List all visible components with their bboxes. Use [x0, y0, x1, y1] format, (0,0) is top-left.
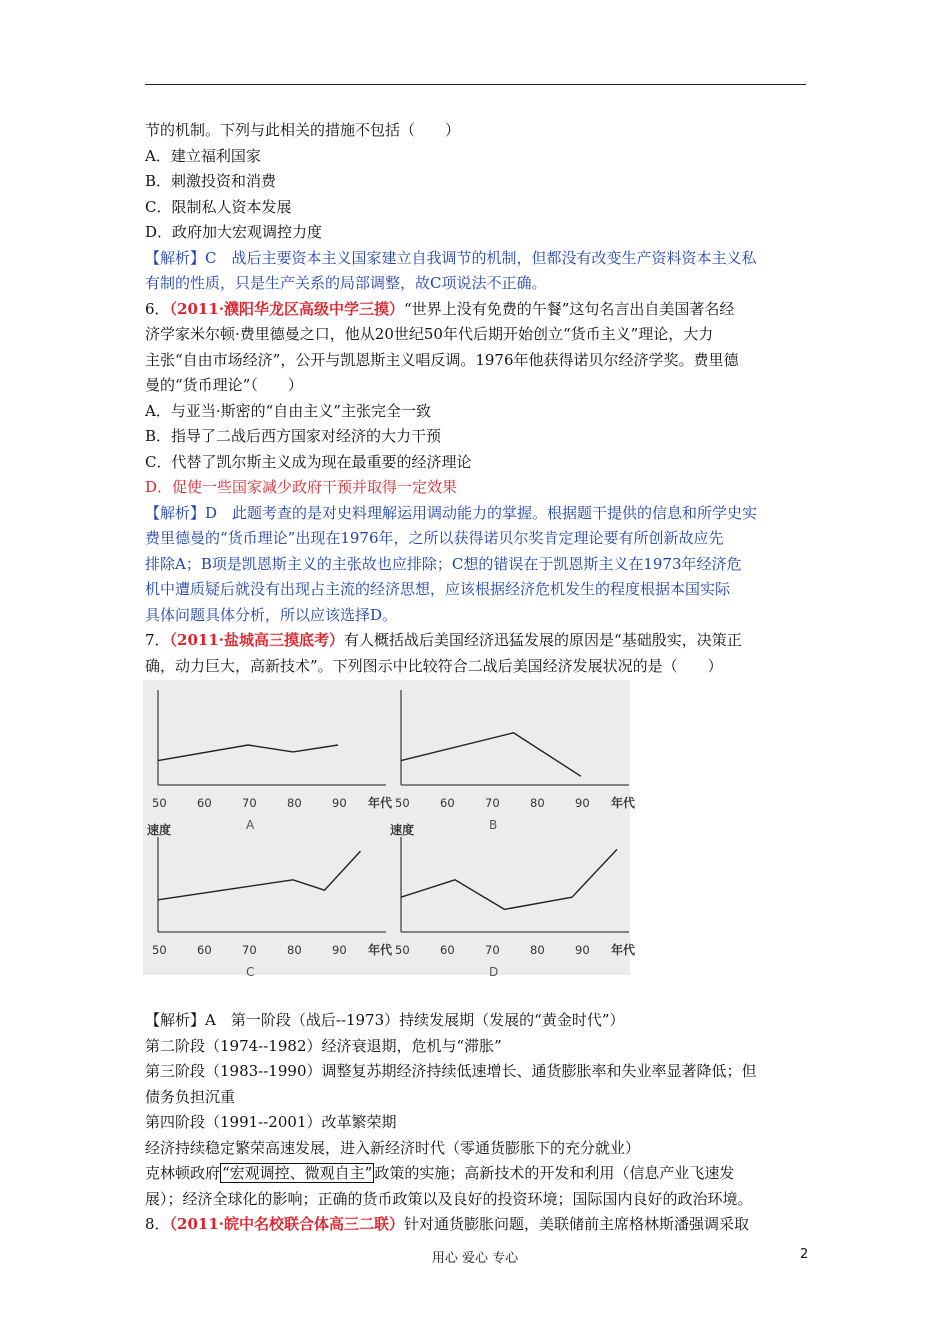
text-line	[145, 501, 810, 527]
text-line	[145, 348, 810, 374]
text-segment: 第三阶段（1983--1990）调整复苏期经济持续低速增长、通货膨胀率和失业率显著降低；但	[145, 1062, 757, 1080]
text-segment: （2011·皖中名校联合体高三二联）	[169, 1215, 405, 1233]
x-tick-label: 50	[152, 943, 167, 957]
series-line	[158, 851, 361, 900]
panel-label: B	[489, 818, 498, 832]
text-segment: 展）；经济全球化的影响；正确的货币政策以及良好的投资环境；国际国内良好的政治环境。	[145, 1189, 753, 1208]
series-line	[401, 849, 617, 909]
chart-panel-c	[147, 822, 393, 979]
panel-label: C	[246, 965, 255, 979]
text-line	[145, 297, 810, 323]
text-segment: 机中遭质疑后就没有出现占主流的经济思想，应该根据经济危机发生的程度根据本国实际	[145, 580, 731, 598]
text-segment: 确，动力巨大，高新技术”。下列图示中比较符合二战后美国经济发展状况的是（ ）	[145, 656, 723, 675]
text-line	[145, 271, 810, 297]
text-segment: C．代替了凯尔斯主义成为现在最重要的经济理论	[145, 452, 472, 471]
text-segment: 政策的实施；高新技术的开发和利用（信息产业飞速发	[374, 1164, 735, 1182]
text-segment: B．指导了二战后西方国家对经济的大力干预	[145, 427, 442, 445]
x-tick-label: 90	[332, 796, 347, 810]
text-segment: 有人概括战后美国经济迅猛发展的原因是“基础殷实，决策正	[344, 631, 742, 649]
text-segment: 8．	[145, 1215, 170, 1233]
y-axis-label: 速度	[147, 823, 172, 837]
text-segment: 6．	[145, 299, 170, 318]
series-line	[158, 745, 338, 761]
x-tick-label: 60	[197, 796, 212, 810]
text-segment: 排除A；B项是凯恩斯主义的主张故也应排除；C想的错误在于凯恩斯主义在1973年经济危	[145, 554, 742, 573]
text-segment: A．与亚当·斯密的“自由主义”主张完全一致	[145, 401, 431, 420]
x-tick-label: 80	[530, 796, 545, 810]
text-line	[145, 1110, 810, 1136]
text-line	[145, 1136, 810, 1162]
x-tick-label: 90	[575, 796, 590, 810]
text-segment: B．刺激投资和消费	[145, 172, 277, 190]
footer-text: 用心 爱心 专心	[431, 1251, 519, 1266]
text-segment: 债务负担沉重	[145, 1087, 236, 1106]
text-block-1	[145, 118, 810, 679]
x-tick-label: 60	[440, 943, 455, 957]
text-line	[145, 322, 810, 348]
x-tick-label: 60	[197, 943, 212, 957]
x-tick-label: 50	[395, 796, 410, 810]
text-segment: 费里德曼的“货币理论”出现在1976年，之所以获得诺贝尔奖肯定理论要有所创新故应先	[145, 529, 724, 547]
x-tick-label: 70	[485, 796, 500, 810]
text-segment: 针对通货膨胀问题，美联储前主席格林斯潘强调采取	[404, 1215, 750, 1233]
x-tick-label: 80	[287, 943, 302, 957]
text-line	[145, 1008, 810, 1034]
text-segment: “世界上没有免费的午餐”这句名言出自美国著名经	[404, 299, 735, 318]
text-line	[145, 1187, 810, 1213]
text-segment: 克林顿政府	[145, 1164, 221, 1182]
text-segment: 第四阶段（1991--2001）改革繁荣期	[145, 1113, 397, 1131]
comparison-line-charts	[143, 680, 636, 979]
header-rule	[145, 84, 806, 85]
text-line	[145, 424, 810, 450]
chart-panel-d	[390, 822, 636, 979]
page-number: 2	[800, 1247, 809, 1262]
text-line	[145, 577, 810, 603]
text-segment: D．政府加大宏观调控力度	[145, 223, 323, 241]
text-line	[145, 195, 810, 221]
text-line	[145, 144, 810, 170]
text-segment: 第二阶段（1974--1982）经济衰退期，危机与“滞胀”	[145, 1036, 502, 1055]
text-segment: 【解析】A 第一阶段（战后--1973）持续发展期（发展的“黄金时代”）	[145, 1011, 625, 1029]
text-line	[145, 373, 810, 399]
text-segment: 主张“自由市场经济”，公开与凯恩斯主义唱反调。1976年他获得诺贝尔经济学奖。费里德	[145, 350, 739, 369]
panel-label: D	[489, 965, 499, 979]
text-segment: 7．	[145, 631, 170, 649]
text-line	[145, 399, 810, 425]
series-line	[401, 733, 581, 777]
text-segment: 节的机制。下列与此相关的措施不包括（ ）	[145, 121, 461, 139]
text-line	[145, 1059, 810, 1085]
panel-label: A	[246, 818, 255, 832]
text-line	[145, 654, 810, 680]
x-axis-unit: 年代	[611, 796, 636, 810]
text-line	[145, 1085, 810, 1111]
text-line	[145, 220, 810, 246]
text-line	[145, 603, 810, 629]
text-segment: （2011·濮阳华龙区高级中学三摸）	[169, 299, 405, 318]
x-axis-unit: 年代	[368, 796, 393, 810]
x-tick-label: 80	[530, 943, 545, 957]
x-tick-label: 70	[485, 943, 500, 957]
x-tick-label: 60	[440, 796, 455, 810]
text-line	[145, 1212, 810, 1238]
text-segment: 具体问题具体分析，所以应该选择D。	[145, 605, 398, 624]
x-tick-label: 90	[332, 943, 347, 957]
text-segment: 有制的性质，只是生产关系的局部调整，故C项说法不正确。	[145, 274, 547, 292]
chart-panel-b	[395, 690, 636, 832]
text-segment: 经济持续稳定繁荣高速发展，进入新经济时代（零通货膨胀下的充分就业）	[145, 1138, 641, 1157]
x-axis-unit: 年代	[368, 943, 393, 957]
text-segment: 济学家米尔顿·费里德曼之口，他从20世纪50年代后期开始创立“货币主义”理论，大力	[145, 325, 714, 343]
text-segment: “宏观调控、微观自主”	[222, 1164, 373, 1182]
x-tick-label: 50	[152, 796, 167, 810]
x-tick-label: 90	[575, 943, 590, 957]
text-line	[145, 1161, 810, 1187]
x-tick-label: 70	[242, 943, 257, 957]
text-line	[145, 1034, 810, 1060]
x-tick-label: 50	[395, 943, 410, 957]
text-segment: （2011·盐城高三摸底考）	[169, 631, 345, 649]
text-line	[145, 169, 810, 195]
text-segment: D．促使一些国家减少政府干预并取得一定效果	[145, 478, 458, 496]
text-line	[145, 246, 810, 272]
text-line	[145, 450, 810, 476]
x-tick-label: 70	[242, 796, 257, 810]
text-line	[145, 475, 810, 501]
text-segment: 【解析】C 战后主要资本主义国家建立自我调节的机制，但都没有改变生产资料资本主义私	[145, 248, 757, 267]
text-block-2	[145, 1008, 810, 1238]
text-segment: 曼的“货币理论”（ ）	[145, 376, 303, 394]
text-line	[145, 118, 810, 144]
text-segment: A．建立福利国家	[145, 146, 261, 165]
text-line	[145, 628, 810, 654]
x-tick-label: 80	[287, 796, 302, 810]
text-segment: 【解析】D 此题考查的是对史料理解运用调动能力的掌握。根据题干提供的信息和所学史实	[145, 503, 758, 522]
x-axis-unit: 年代	[611, 943, 636, 957]
text-line	[145, 526, 810, 552]
y-axis-label: 速度	[390, 823, 415, 837]
text-line	[145, 552, 810, 578]
text-segment: C．限制私人资本发展	[145, 197, 292, 216]
chart-panel-a	[152, 690, 393, 832]
